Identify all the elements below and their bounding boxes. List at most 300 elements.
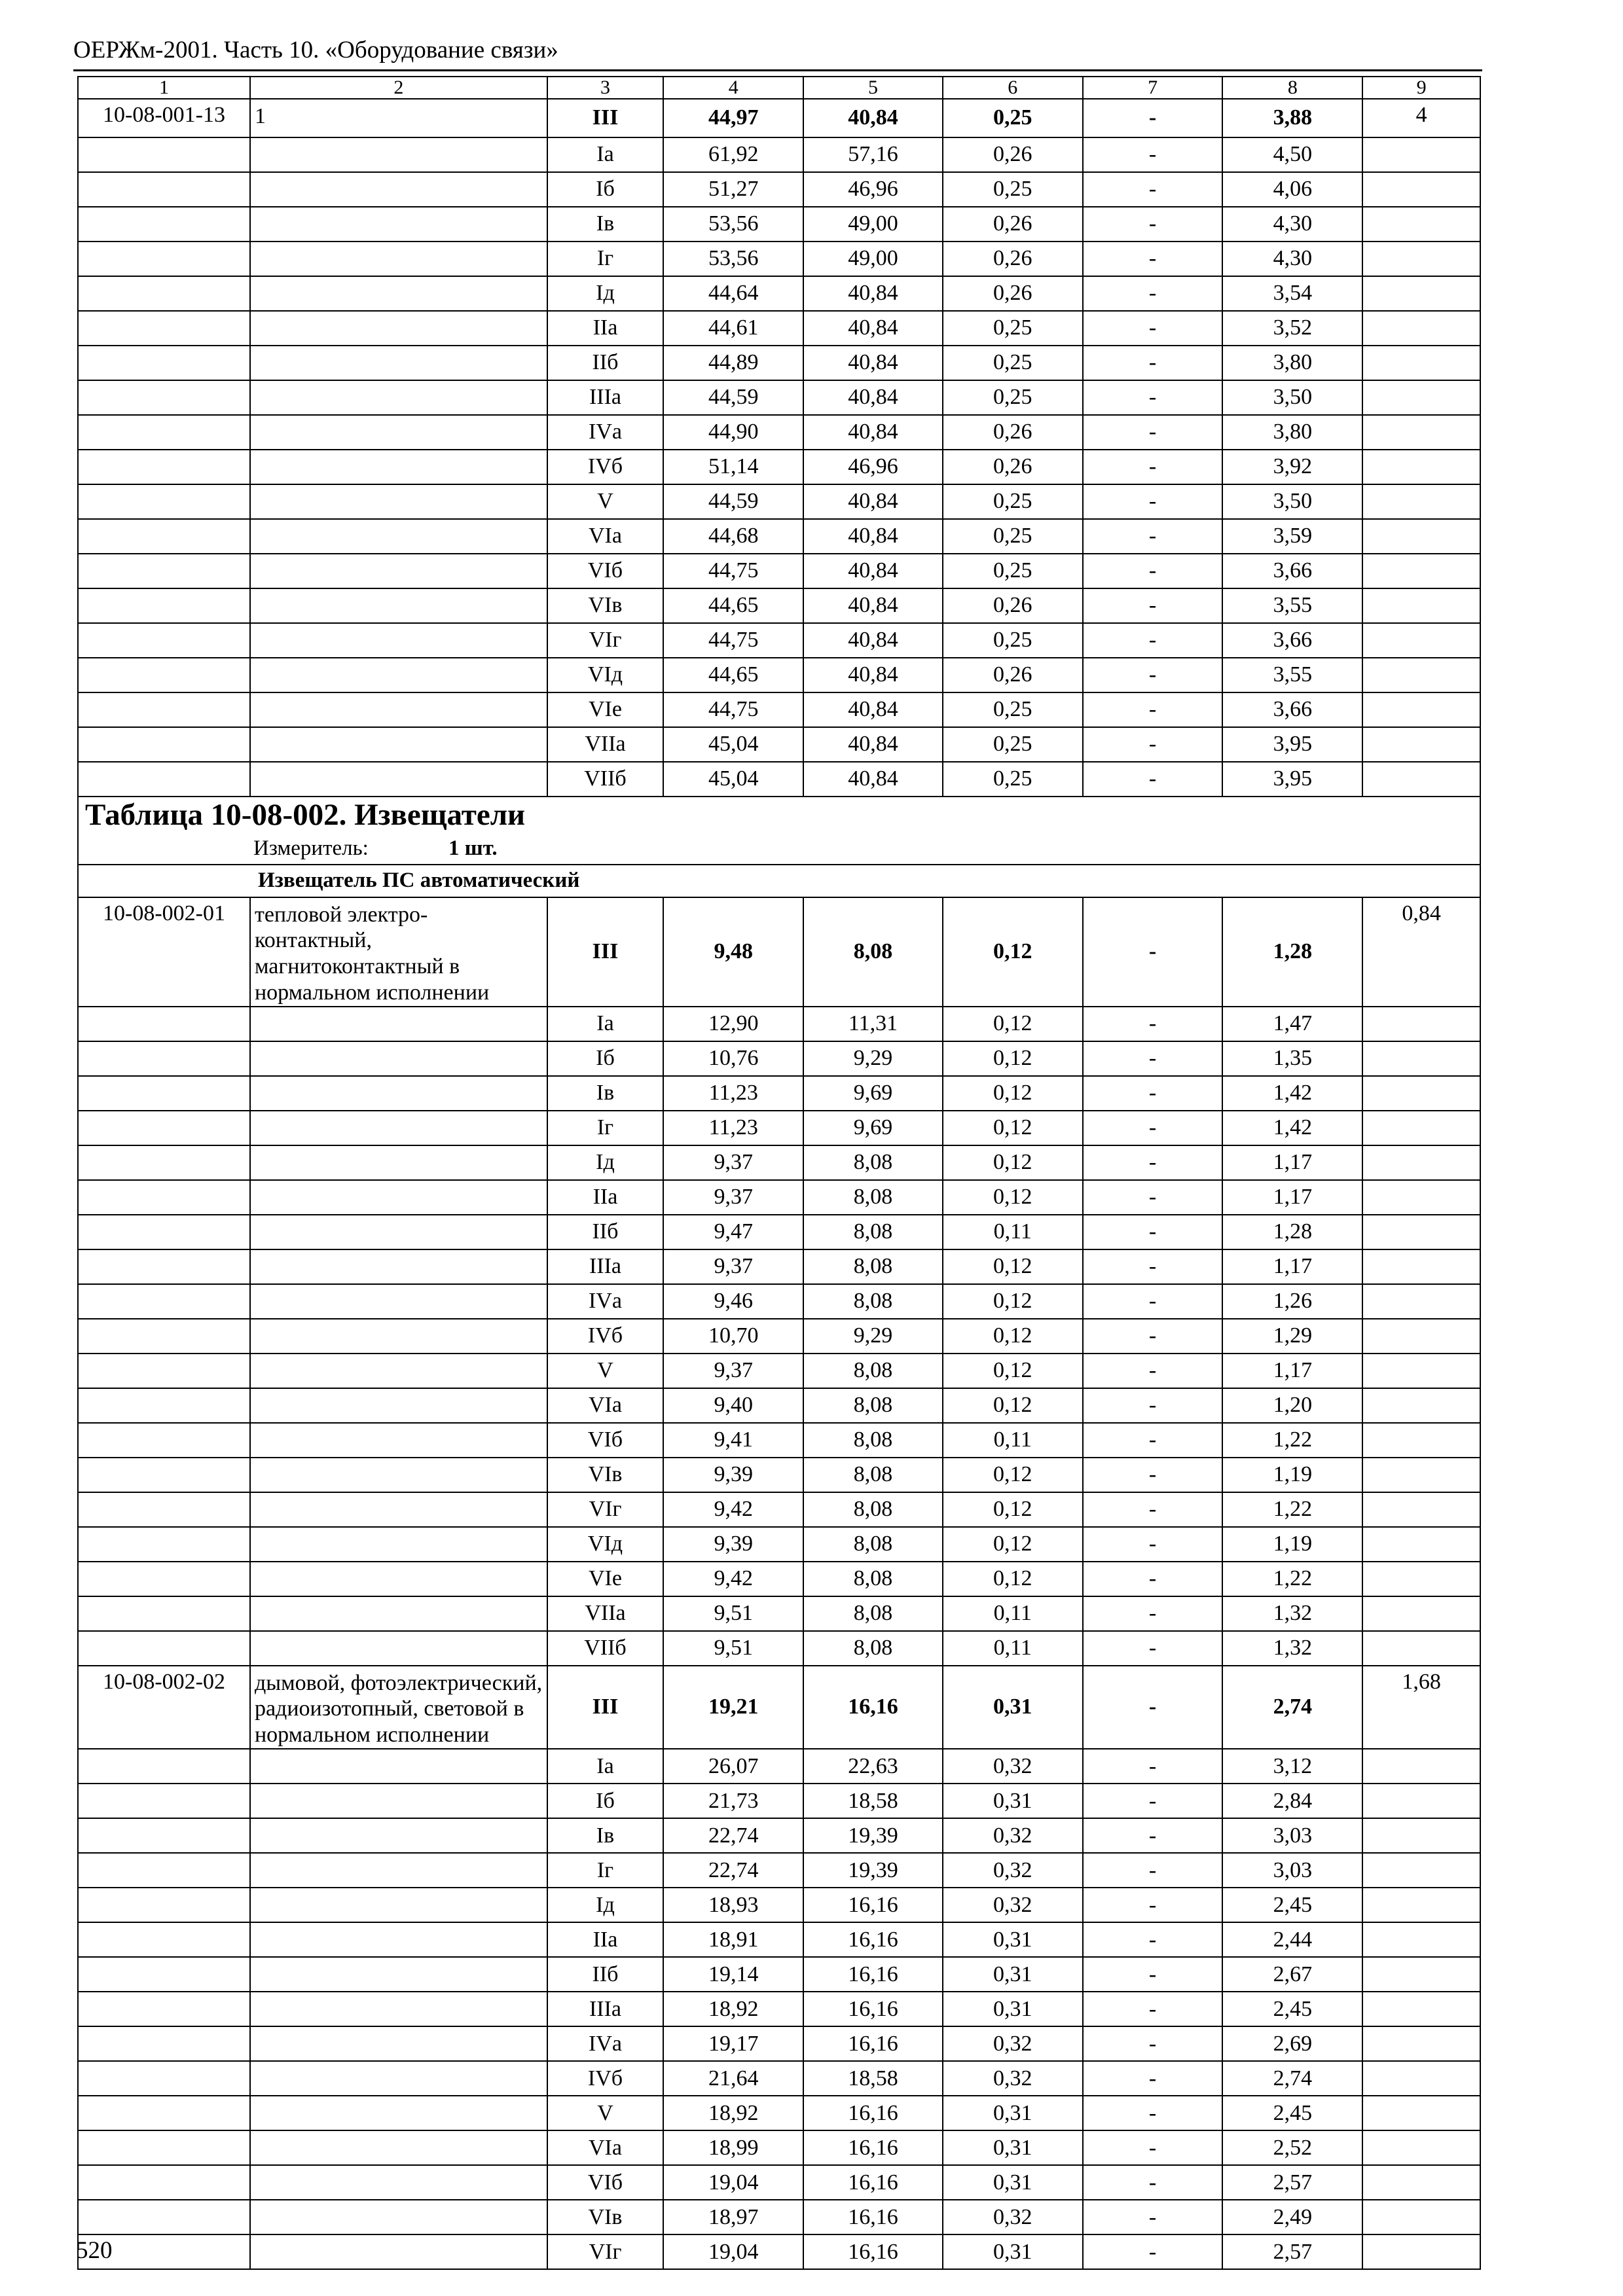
table-cell: 3,80 bbox=[1222, 346, 1362, 380]
empty-cell bbox=[1362, 1111, 1480, 1145]
rate-code: 10-08-002-01 bbox=[78, 897, 250, 1007]
table-cell: 0,32 bbox=[943, 1749, 1083, 1784]
table-cell: 0,25 bbox=[943, 346, 1083, 380]
empty-cell bbox=[250, 1853, 547, 1888]
empty-cell bbox=[1362, 2165, 1480, 2200]
empty-cell bbox=[1362, 346, 1480, 380]
measure-label: Измеритель: bbox=[253, 836, 369, 861]
empty-cell bbox=[78, 1145, 250, 1180]
table-cell: 1,22 bbox=[1222, 1492, 1362, 1527]
empty-cell bbox=[1362, 1631, 1480, 1666]
table-cell: 0,12 bbox=[943, 1492, 1083, 1527]
table-cell: - bbox=[1083, 1284, 1223, 1319]
table-cell: - bbox=[1083, 1562, 1223, 1596]
table-cell: 9,48 bbox=[663, 897, 803, 1007]
table-cell: 3,55 bbox=[1222, 588, 1362, 623]
empty-cell bbox=[250, 1992, 547, 2026]
table-row bbox=[78, 1596, 1480, 1631]
table-cell: - bbox=[1083, 658, 1223, 692]
table-cell: 0,11 bbox=[943, 1631, 1083, 1666]
table-cell: - bbox=[1083, 1749, 1223, 1784]
table-row bbox=[78, 1076, 1480, 1111]
table-cell: 16,16 bbox=[803, 1992, 943, 2026]
table-cell: VIе bbox=[547, 692, 664, 727]
rate-description: дымовой, фотоэлектрический, радиоизотопный, световой в нормальном исполнении bbox=[250, 1666, 547, 1749]
table-row bbox=[78, 1111, 1480, 1145]
table-cell: 3,66 bbox=[1222, 692, 1362, 727]
table-cell: Iб bbox=[547, 172, 664, 207]
table-cell: 0,32 bbox=[943, 1853, 1083, 1888]
table-cell: - bbox=[1083, 2165, 1223, 2200]
table-cell: 40,84 bbox=[803, 99, 943, 137]
table-cell: IIIа bbox=[547, 1992, 664, 2026]
table-row bbox=[78, 450, 1480, 484]
table-row bbox=[78, 1041, 1480, 1076]
table-cell: 1,29 bbox=[1222, 1319, 1362, 1354]
empty-cell bbox=[1362, 242, 1480, 276]
table-cell: - bbox=[1083, 692, 1223, 727]
table-cell: 9,37 bbox=[663, 1180, 803, 1215]
empty-cell bbox=[1362, 207, 1480, 242]
empty-cell bbox=[250, 380, 547, 415]
table-cell: - bbox=[1083, 1041, 1223, 1076]
table-cell: - bbox=[1083, 2130, 1223, 2165]
table-cell: Iв bbox=[547, 1818, 664, 1853]
empty-cell bbox=[250, 1562, 547, 1596]
table-cell: - bbox=[1083, 1007, 1223, 1041]
col9-value: 4 bbox=[1362, 99, 1480, 137]
empty-cell bbox=[1362, 1388, 1480, 1423]
table-cell: 1,19 bbox=[1222, 1527, 1362, 1562]
table-row bbox=[78, 1249, 1480, 1284]
table-cell: V bbox=[547, 1354, 664, 1388]
empty-cell bbox=[1362, 137, 1480, 172]
table-cell: 8,08 bbox=[803, 1145, 943, 1180]
table-row bbox=[78, 588, 1480, 623]
empty-cell bbox=[78, 1492, 250, 1527]
rate-description: 1 bbox=[250, 99, 547, 137]
table-cell: Iв bbox=[547, 207, 664, 242]
table-cell: 0,26 bbox=[943, 137, 1083, 172]
empty-cell bbox=[250, 1596, 547, 1631]
table-cell: 18,58 bbox=[803, 2061, 943, 2096]
table-row bbox=[78, 2061, 1480, 2096]
empty-cell bbox=[78, 1249, 250, 1284]
empty-cell bbox=[78, 276, 250, 311]
table-title-row bbox=[78, 797, 1480, 834]
table-cell: 40,84 bbox=[803, 623, 943, 658]
table-cell: VIб bbox=[547, 2165, 664, 2200]
empty-cell bbox=[78, 1992, 250, 2026]
table-row bbox=[78, 2165, 1480, 2200]
empty-cell bbox=[1362, 1354, 1480, 1388]
table-cell: 3,80 bbox=[1222, 415, 1362, 450]
table-cell: 0,26 bbox=[943, 450, 1083, 484]
table-cell: - bbox=[1083, 2061, 1223, 2096]
empty-cell bbox=[78, 242, 250, 276]
table-cell: VIв bbox=[547, 588, 664, 623]
table-cell: VIе bbox=[547, 1562, 664, 1596]
table-cell: 3,54 bbox=[1222, 276, 1362, 311]
empty-cell bbox=[250, 1423, 547, 1458]
table-cell: - bbox=[1083, 450, 1223, 484]
table-cell: 19,14 bbox=[663, 1957, 803, 1992]
empty-cell bbox=[1362, 1215, 1480, 1249]
section-title: Извещатель ПС автоматический bbox=[78, 865, 1480, 897]
table-cell: VIб bbox=[547, 554, 664, 588]
table-cell: - bbox=[1083, 1076, 1223, 1111]
empty-cell bbox=[250, 1145, 547, 1180]
table-cell: - bbox=[1083, 1596, 1223, 1631]
table-cell: 40,84 bbox=[803, 658, 943, 692]
table-cell: 0,26 bbox=[943, 658, 1083, 692]
table-cell: 0,12 bbox=[943, 1319, 1083, 1354]
table-cell: 44,75 bbox=[663, 554, 803, 588]
empty-cell bbox=[78, 727, 250, 762]
table-row bbox=[78, 1853, 1480, 1888]
empty-cell bbox=[250, 1007, 547, 1041]
empty-cell bbox=[1362, 2200, 1480, 2234]
table-cell: 2,57 bbox=[1222, 2234, 1362, 2269]
table-cell: IIб bbox=[547, 1215, 664, 1249]
table-cell: 12,90 bbox=[663, 1007, 803, 1041]
empty-cell bbox=[1362, 1423, 1480, 1458]
empty-cell bbox=[250, 1111, 547, 1145]
empty-cell bbox=[78, 1388, 250, 1423]
table-cell: 16,16 bbox=[803, 2130, 943, 2165]
empty-cell bbox=[1362, 762, 1480, 797]
empty-cell bbox=[1362, 623, 1480, 658]
table-row bbox=[78, 1284, 1480, 1319]
table-cell: 40,84 bbox=[803, 692, 943, 727]
empty-cell bbox=[78, 311, 250, 346]
empty-cell bbox=[78, 623, 250, 658]
table-cell: 1,22 bbox=[1222, 1423, 1362, 1458]
table-cell: 22,74 bbox=[663, 1853, 803, 1888]
table-cell: 0,31 bbox=[943, 1922, 1083, 1957]
table-cell: 40,84 bbox=[803, 762, 943, 797]
table-cell: - bbox=[1083, 380, 1223, 415]
empty-cell bbox=[78, 1784, 250, 1818]
table-cell: 51,27 bbox=[663, 172, 803, 207]
table-row bbox=[78, 1215, 1480, 1249]
empty-cell bbox=[78, 2061, 250, 2096]
table-cell: - bbox=[1083, 484, 1223, 519]
table-cell: 8,08 bbox=[803, 1492, 943, 1527]
table-cell: 16,16 bbox=[803, 2200, 943, 2234]
table-cell: IIа bbox=[547, 311, 664, 346]
section-title-row bbox=[78, 865, 1480, 897]
table-cell: 40,84 bbox=[803, 727, 943, 762]
table-cell: 4,30 bbox=[1222, 242, 1362, 276]
table-cell: 3,95 bbox=[1222, 762, 1362, 797]
table-cell: 40,84 bbox=[803, 311, 943, 346]
table-cell: 18,91 bbox=[663, 1922, 803, 1957]
table-cell: - bbox=[1083, 311, 1223, 346]
table-cell: 40,84 bbox=[803, 484, 943, 519]
table-cell: 1,47 bbox=[1222, 1007, 1362, 1041]
empty-cell bbox=[78, 1319, 250, 1354]
table-row bbox=[78, 2026, 1480, 2061]
empty-cell bbox=[250, 519, 547, 554]
empty-cell bbox=[250, 2234, 547, 2269]
table-cell: - bbox=[1083, 207, 1223, 242]
table-cell: 1,19 bbox=[1222, 1458, 1362, 1492]
table-cell: 16,16 bbox=[803, 1957, 943, 1992]
table-cell: 3,52 bbox=[1222, 311, 1362, 346]
table-cell: 11,31 bbox=[803, 1007, 943, 1041]
table-cell: 8,08 bbox=[803, 1354, 943, 1388]
table-cell: 0,26 bbox=[943, 276, 1083, 311]
table-cell: 0,12 bbox=[943, 1145, 1083, 1180]
table-cell: 3,66 bbox=[1222, 623, 1362, 658]
table-cell: - bbox=[1083, 1145, 1223, 1180]
empty-cell bbox=[1362, 1818, 1480, 1853]
table-cell: 16,16 bbox=[803, 1666, 943, 1749]
table-row bbox=[78, 207, 1480, 242]
table-cell: 0,25 bbox=[943, 99, 1083, 137]
table-row bbox=[78, 623, 1480, 658]
table-cell: 0,25 bbox=[943, 762, 1083, 797]
table-cell: 0,12 bbox=[943, 1458, 1083, 1492]
table-cell: 0,12 bbox=[943, 1180, 1083, 1215]
table-cell: 19,39 bbox=[803, 1853, 943, 1888]
empty-cell bbox=[250, 727, 547, 762]
table-cell: Iг bbox=[547, 242, 664, 276]
table-cell: 3,95 bbox=[1222, 727, 1362, 762]
empty-cell bbox=[250, 1215, 547, 1249]
empty-cell bbox=[250, 623, 547, 658]
table-cell: 1,32 bbox=[1222, 1596, 1362, 1631]
empty-cell bbox=[250, 1888, 547, 1922]
empty-cell bbox=[1362, 658, 1480, 692]
table-row bbox=[78, 137, 1480, 172]
table-cell: - bbox=[1083, 346, 1223, 380]
table-cell: Iг bbox=[547, 1853, 664, 1888]
table-cell: - bbox=[1083, 1249, 1223, 1284]
empty-cell bbox=[78, 1041, 250, 1076]
table-cell: - bbox=[1083, 1527, 1223, 1562]
table-cell: VIг bbox=[547, 1492, 664, 1527]
table-cell: 44,75 bbox=[663, 692, 803, 727]
table-cell: - bbox=[1083, 172, 1223, 207]
table-cell: - bbox=[1083, 1354, 1223, 1388]
table-cell: 0,12 bbox=[943, 1076, 1083, 1111]
table-cell: 0,25 bbox=[943, 172, 1083, 207]
table-cell: 9,46 bbox=[663, 1284, 803, 1319]
table-cell: VIв bbox=[547, 2200, 664, 2234]
table-cell: III bbox=[547, 1666, 664, 1749]
empty-cell bbox=[78, 1111, 250, 1145]
table-cell: IIб bbox=[547, 1957, 664, 1992]
table-cell: 2,57 bbox=[1222, 2165, 1362, 2200]
empty-cell bbox=[78, 1354, 250, 1388]
table-cell: - bbox=[1083, 1666, 1223, 1749]
table-cell: 57,16 bbox=[803, 137, 943, 172]
table-row bbox=[78, 1007, 1480, 1041]
empty-cell bbox=[250, 207, 547, 242]
table-cell: 16,16 bbox=[803, 2234, 943, 2269]
empty-cell bbox=[250, 1284, 547, 1319]
header-divider bbox=[73, 69, 1482, 71]
column-number: 6 bbox=[943, 77, 1083, 99]
table-cell: 0,12 bbox=[943, 1562, 1083, 1596]
table-cell: 8,08 bbox=[803, 1458, 943, 1492]
table-cell: 44,68 bbox=[663, 519, 803, 554]
table-cell: 0,12 bbox=[943, 1284, 1083, 1319]
table-cell: 0,25 bbox=[943, 380, 1083, 415]
empty-cell bbox=[250, 276, 547, 311]
table-cell: 3,66 bbox=[1222, 554, 1362, 588]
table-cell: - bbox=[1083, 1853, 1223, 1888]
table-cell: 2,44 bbox=[1222, 1922, 1362, 1957]
table-cell: 0,25 bbox=[943, 727, 1083, 762]
table-cell: IIIа bbox=[547, 380, 664, 415]
empty-cell bbox=[1362, 1007, 1480, 1041]
table-cell: IVа bbox=[547, 2026, 664, 2061]
table-cell: 9,29 bbox=[803, 1319, 943, 1354]
col9-value: 0,84 bbox=[1362, 897, 1480, 1007]
table-cell: 0,31 bbox=[943, 2130, 1083, 2165]
table-title: Таблица 10-08-002. Извещатели bbox=[78, 797, 1480, 834]
table-cell: 0,11 bbox=[943, 1423, 1083, 1458]
table-cell: - bbox=[1083, 2096, 1223, 2130]
table-cell: Iа bbox=[547, 1007, 664, 1041]
table-cell: 1,32 bbox=[1222, 1631, 1362, 1666]
table-row bbox=[78, 519, 1480, 554]
empty-cell bbox=[250, 1076, 547, 1111]
table-cell: Iа bbox=[547, 137, 664, 172]
empty-cell bbox=[1362, 1284, 1480, 1319]
empty-cell bbox=[250, 658, 547, 692]
table-cell: VIIб bbox=[547, 762, 664, 797]
empty-cell bbox=[250, 1818, 547, 1853]
table-row bbox=[78, 1354, 1480, 1388]
table-cell: 2,67 bbox=[1222, 1957, 1362, 1992]
empty-cell bbox=[250, 1388, 547, 1423]
empty-cell bbox=[1362, 1784, 1480, 1818]
table-cell: - bbox=[1083, 415, 1223, 450]
table-cell: - bbox=[1083, 99, 1223, 137]
table-cell: 8,08 bbox=[803, 1180, 943, 1215]
table-cell: 2,45 bbox=[1222, 1992, 1362, 2026]
table-row bbox=[78, 380, 1480, 415]
empty-cell bbox=[250, 1041, 547, 1076]
empty-cell bbox=[250, 415, 547, 450]
table-cell: 1,20 bbox=[1222, 1388, 1362, 1423]
table-cell: - bbox=[1083, 554, 1223, 588]
table-cell: 9,29 bbox=[803, 1041, 943, 1076]
empty-cell bbox=[78, 1853, 250, 1888]
empty-cell bbox=[1362, 1458, 1480, 1492]
table-row bbox=[78, 2200, 1480, 2234]
table-cell: VIIа bbox=[547, 1596, 664, 1631]
table-row bbox=[78, 727, 1480, 762]
column-number: 1 bbox=[78, 77, 250, 99]
column-number: 5 bbox=[803, 77, 943, 99]
empty-cell bbox=[250, 1527, 547, 1562]
table-row bbox=[78, 1749, 1480, 1784]
table-cell: VIг bbox=[547, 623, 664, 658]
table-cell: 40,84 bbox=[803, 415, 943, 450]
table-cell: - bbox=[1083, 1818, 1223, 1853]
table-cell: 21,73 bbox=[663, 1784, 803, 1818]
empty-cell bbox=[78, 450, 250, 484]
table-cell: 11,23 bbox=[663, 1076, 803, 1111]
empty-cell bbox=[78, 484, 250, 519]
table-cell: 40,84 bbox=[803, 519, 943, 554]
table-row bbox=[78, 1319, 1480, 1354]
page-header-title: ОЕРЖм-2001. Часть 10. «Оборудование связи» bbox=[73, 37, 558, 63]
empty-cell bbox=[78, 1527, 250, 1562]
table-cell: 8,08 bbox=[803, 1388, 943, 1423]
empty-cell bbox=[78, 692, 250, 727]
empty-cell bbox=[250, 1492, 547, 1527]
empty-cell bbox=[1362, 276, 1480, 311]
empty-cell bbox=[78, 658, 250, 692]
empty-cell bbox=[1362, 1853, 1480, 1888]
table-cell: IVб bbox=[547, 450, 664, 484]
table-cell: VIа bbox=[547, 1388, 664, 1423]
table-cell: III bbox=[547, 897, 664, 1007]
table-row bbox=[78, 311, 1480, 346]
table-cell: 0,32 bbox=[943, 2026, 1083, 2061]
table-row bbox=[78, 897, 1480, 1007]
table-cell: 18,92 bbox=[663, 1992, 803, 2026]
empty-cell bbox=[78, 172, 250, 207]
empty-cell bbox=[1362, 727, 1480, 762]
empty-cell bbox=[78, 1596, 250, 1631]
table-cell: 51,14 bbox=[663, 450, 803, 484]
table-cell: 44,61 bbox=[663, 311, 803, 346]
table-cell: 40,84 bbox=[803, 554, 943, 588]
table-cell: VIIа bbox=[547, 727, 664, 762]
table-cell: 8,08 bbox=[803, 1284, 943, 1319]
table-cell: 0,31 bbox=[943, 1666, 1083, 1749]
table-cell: 8,08 bbox=[803, 1215, 943, 1249]
table-cell: 3,03 bbox=[1222, 1853, 1362, 1888]
empty-cell bbox=[250, 1458, 547, 1492]
table-cell: 0,31 bbox=[943, 1957, 1083, 1992]
table-cell: 1,22 bbox=[1222, 1562, 1362, 1596]
table-cell: 0,31 bbox=[943, 2234, 1083, 2269]
empty-cell bbox=[78, 1215, 250, 1249]
table-cell: 53,56 bbox=[663, 207, 803, 242]
empty-cell bbox=[250, 137, 547, 172]
table-cell: - bbox=[1083, 2026, 1223, 2061]
empty-cell bbox=[78, 415, 250, 450]
table-cell: 0,25 bbox=[943, 519, 1083, 554]
table-cell: 22,63 bbox=[803, 1749, 943, 1784]
table-row bbox=[78, 2234, 1480, 2269]
table-cell: 0,12 bbox=[943, 1388, 1083, 1423]
empty-cell bbox=[78, 346, 250, 380]
table-cell: 1,42 bbox=[1222, 1076, 1362, 1111]
table-cell: IIIа bbox=[547, 1249, 664, 1284]
table-cell: 2,45 bbox=[1222, 2096, 1362, 2130]
table-cell: 9,42 bbox=[663, 1562, 803, 1596]
empty-cell bbox=[1362, 1562, 1480, 1596]
table-cell: 3,50 bbox=[1222, 380, 1362, 415]
table-cell: 8,08 bbox=[803, 1423, 943, 1458]
empty-cell bbox=[78, 1888, 250, 1922]
measure-row bbox=[78, 834, 1480, 865]
table-row bbox=[78, 1527, 1480, 1562]
table-cell: 46,96 bbox=[803, 450, 943, 484]
table-cell: VIд bbox=[547, 1527, 664, 1562]
empty-cell bbox=[250, 2130, 547, 2165]
table-cell: 8,08 bbox=[803, 897, 943, 1007]
